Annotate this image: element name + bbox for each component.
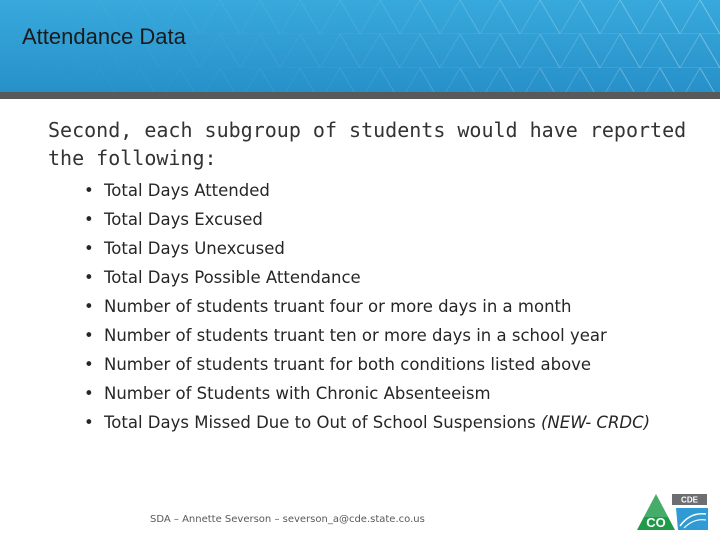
attendance-fields-list [84, 176, 704, 437]
footer-contact: SDA – Annette Severson – severson_a@cde.state.co.us [150, 514, 425, 525]
list-item-text: Total Days Unexcused [104, 239, 285, 258]
intro-text: Second, each subgroup of students would have reported the following: [48, 118, 687, 170]
list-item-text: Number of students truant four or more days in a month [104, 297, 572, 316]
slide-title: Attendance Data [22, 24, 186, 49]
list-item-text: Total Days Attended [104, 181, 270, 200]
list-item-text: Number of Students with Chronic Absenteeism [104, 384, 491, 403]
list-item-text: Number of students truant ten or more days in a school year [104, 326, 607, 345]
list-item-text: Total Days Missed Due to Out of School Suspensions [104, 413, 536, 432]
list-item [84, 176, 704, 205]
logo-cde-text: CDE [681, 495, 698, 505]
list-item [84, 350, 704, 379]
header-divider-band [0, 92, 720, 99]
list-item [84, 263, 704, 292]
title-banner [0, 0, 720, 92]
list-item-text: Total Days Possible Attendance [104, 268, 361, 287]
list-item [84, 234, 704, 263]
list-item-text: Number of students truant for both conditions listed above [104, 355, 592, 374]
list-item [84, 379, 704, 408]
logo-co-text: CO [646, 515, 666, 530]
list-item [84, 408, 704, 437]
list-item [84, 205, 704, 234]
new-crdc-note: (NEW- CRDC) [540, 413, 651, 432]
list-item [84, 292, 704, 321]
list-item-text: Total Days Excused [104, 210, 263, 229]
cde-colorado-logo [634, 490, 712, 532]
list-item [84, 321, 704, 350]
